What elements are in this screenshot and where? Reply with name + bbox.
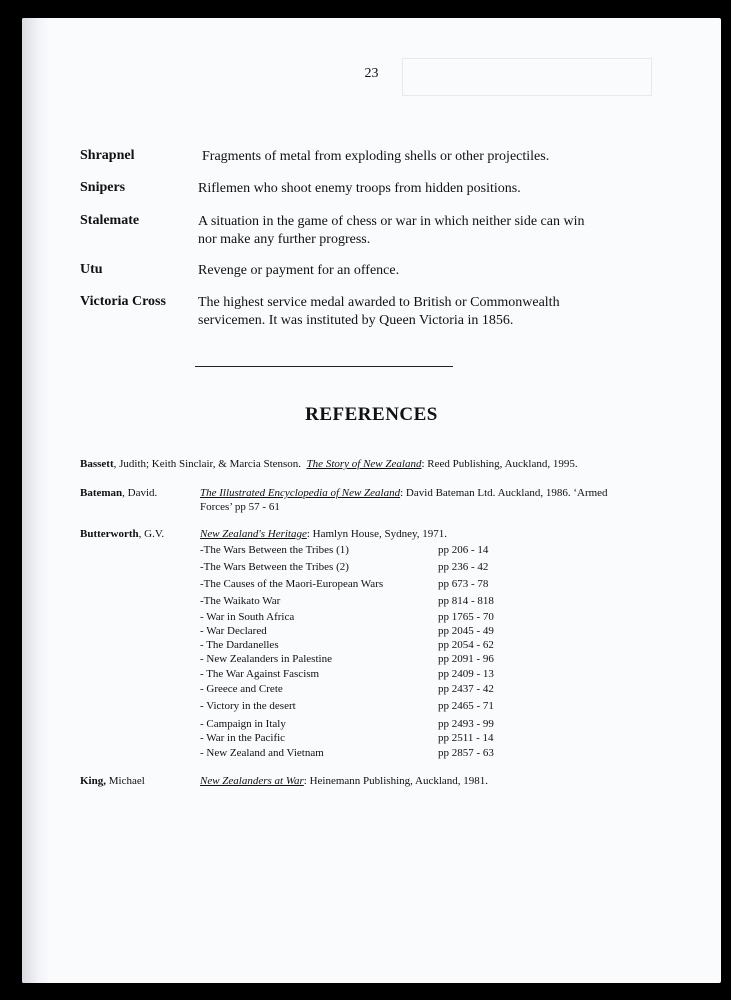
reference-body	[200, 774, 640, 788]
chapter-title: - Victory in the desert	[200, 700, 296, 712]
reference-author-cell	[80, 486, 157, 500]
page-number: 23	[364, 66, 379, 81]
chapter-pages: pp 206 - 14	[438, 544, 489, 556]
reference-author-rest: , Judith; Keith Sinclair, & Marcia Stenson.	[113, 458, 302, 470]
chapter-pages: pp 2045 - 49	[438, 625, 494, 637]
chapter-pages: pp 1765 - 70	[438, 611, 494, 623]
reference-author-rest: , David.	[122, 487, 158, 499]
chapter-title: - New Zealanders in Palestine	[200, 653, 332, 665]
chapter-title: -The Wars Between the Tribes (2)	[200, 561, 349, 573]
reference-author: Bateman	[80, 487, 123, 499]
reference-title: The Story of New Zealand	[306, 458, 422, 470]
glossary-term: Utu	[80, 262, 103, 277]
glossary-definition: The highest service medal awarded to British or Commonwealth servicemen. It was instituted by Queen Victoria in 1856.	[198, 295, 560, 328]
reference-publisher: : Heinemann Publishing, Auckland, 1981.	[303, 775, 489, 787]
chapter-pages: pp 2857 - 63	[438, 747, 494, 759]
reference-author-cell	[80, 527, 164, 541]
reference-author: Butterworth	[80, 528, 139, 540]
chapter-title: -The Waikato War	[200, 595, 281, 607]
chapter-title: - Campaign in Italy	[200, 718, 286, 730]
chapter-title: - War in the Pacific	[200, 732, 286, 744]
glossary-term: Victoria Cross	[80, 294, 166, 309]
reference-body	[200, 486, 640, 514]
chapter-pages: pp 2091 - 96	[438, 653, 494, 665]
chapter-pages: pp 2054 - 62	[438, 639, 494, 651]
reference-author-rest: Michael	[105, 775, 145, 787]
reference-author: Bassett	[80, 458, 114, 470]
chapter-pages: pp 814 - 818	[438, 595, 494, 607]
chapter-title: - War in South Africa	[200, 611, 295, 623]
chapter-pages: pp 673 - 78	[438, 578, 489, 590]
reference-title: The Illustrated Encyclopedia of New Zealand	[200, 487, 401, 499]
glossary-term: Stalemate	[80, 213, 140, 228]
chapter-title: - The Dardanelles	[200, 639, 279, 651]
show-through-heading	[322, 106, 328, 132]
reference-publisher: : Hamlyn House, Sydney, 1971.	[306, 528, 447, 540]
chapter-pages: pp 2409 - 13	[438, 668, 494, 680]
reference-body	[200, 527, 640, 541]
reference-publisher: : Reed Publishing, Auckland, 1995.	[421, 458, 578, 470]
glossary-definition: Fragments of metal from exploding shells or other projectiles.	[202, 149, 550, 164]
chapter-title: - The War Against Fascism	[200, 668, 320, 680]
chapter-pages: pp 2437 - 42	[438, 683, 494, 695]
glossary-definition: Riflemen who shoot enemy troops from hidden positions.	[198, 181, 521, 196]
chapter-pages: pp 2465 - 71	[438, 700, 494, 712]
glossary-term: Shrapnel	[80, 148, 135, 163]
chapter-title: - War Declared	[200, 625, 267, 637]
chapter-title: - New Zealand and Vietnam	[200, 747, 324, 759]
reference-title: New Zealanders at War	[200, 775, 304, 787]
glossary-definition: Revenge or payment for an offence.	[198, 263, 400, 278]
glossary-definition: A situation in the game of chess or war in which neither side can win nor make any further progress.	[198, 214, 585, 247]
chapter-pages: pp 2493 - 99	[438, 718, 494, 730]
reference-author: King,	[80, 775, 106, 787]
chapter-title: - Greece and Crete	[200, 683, 283, 695]
reference-entry	[80, 457, 680, 471]
chapter-pages: pp 2511 - 14	[438, 732, 494, 744]
references-heading: REFERENCES	[305, 404, 438, 425]
reference-author-rest: , G.V.	[138, 528, 165, 540]
document-page	[22, 18, 721, 983]
chapter-title: -The Causes of the Maori-European Wars	[200, 578, 384, 590]
binding-fold	[22, 18, 50, 983]
glossary-term: Snipers	[80, 180, 126, 195]
reference-publisher: : David Bateman Ltd. Auckland, 1986. ‘Armed Forces’ pp 57 - 61	[200, 487, 608, 513]
chapter-pages: pp 236 - 42	[438, 561, 489, 573]
section-divider	[195, 366, 453, 367]
reference-author-cell	[80, 774, 145, 788]
chapter-title: -The Wars Between the Tribes (1)	[200, 544, 349, 556]
reference-title: New Zealand's Heritage	[200, 528, 307, 540]
